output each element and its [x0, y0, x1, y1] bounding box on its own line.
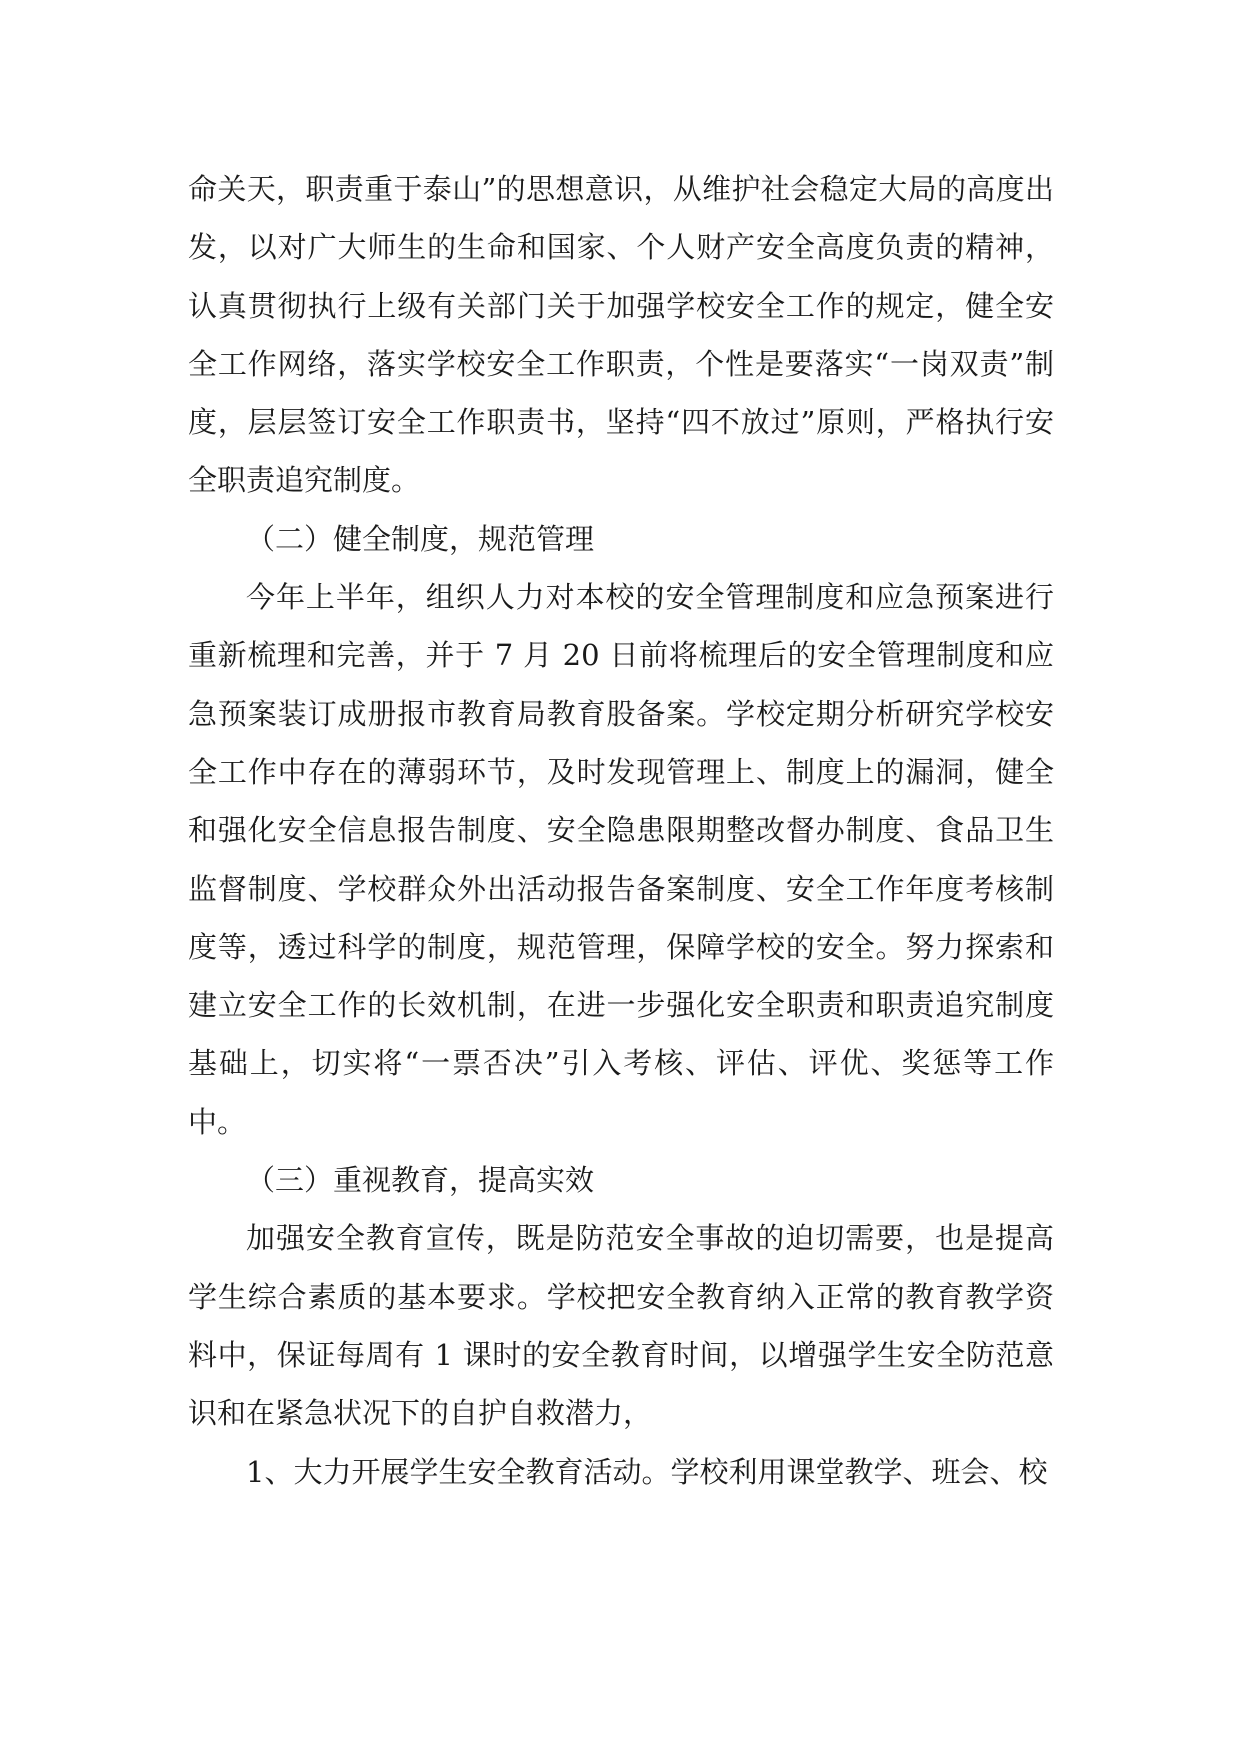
paragraph-list-item-1: 1、大力开展学生安全教育活动。学校利用课堂教学、班会、校: [246, 1454, 1048, 1489]
paragraph-safety-education: 加强安全教育宣传，既是防范安全事故的迫切需要，也是提高学生综合素质的基本要求。学校把安全教育纳入正常的教育教学资料中，保证每周有 1 课时的安全教育时间，以增强学生安全防范意识和在紧急状况下的自护自救潜力，: [188, 1221, 1054, 1431]
section-heading-2: （二）健全制度，规范管理: [246, 521, 595, 556]
paragraph-continuation: 命关天，职责重于泰山”的思想意识，从维护社会稳定大局的高度出发，以对广大师生的生命和国家、个人财产安全高度负责的精神，认真贯彻执行上级有关部门关于加强学校安全工作的规定，健全安全工作网络，落实学校安全工作职责，个性是要落实“一岗双责”制度，层层签订安全工作职责书，坚持“四不放过”原则，严格执行安全职责追究制度。: [188, 172, 1054, 498]
paragraph-system-management: 今年上半年，组织人力对本校的安全管理制度和应急预案进行重新梳理和完善，并于 7 月 20 日前将梳理后的安全管理制度和应急预案装订成册报市教育局教育股备案。学校定期分析研究学校安全工作中存在的薄弱环节，及时发现管理上、制度上的漏洞，健全和强化安全信息报告制度、安全隐患限期整改督办制度、食品卫生监督制度、学校群众外出活动报告备案制度、安全工作年度考核制度等，透过科学的制度，规范管理，保障学校的安全。努力探索和建立安全工作的长效机制，在进一步强化安全职责和职责追究制度基础上，切实将“一票否决”引入考核、评估、评优、奖惩等工作中。: [188, 580, 1054, 1139]
section-heading-3: （三）重视教育，提高实效: [246, 1163, 595, 1198]
document-body: [188, 160, 1054, 1501]
